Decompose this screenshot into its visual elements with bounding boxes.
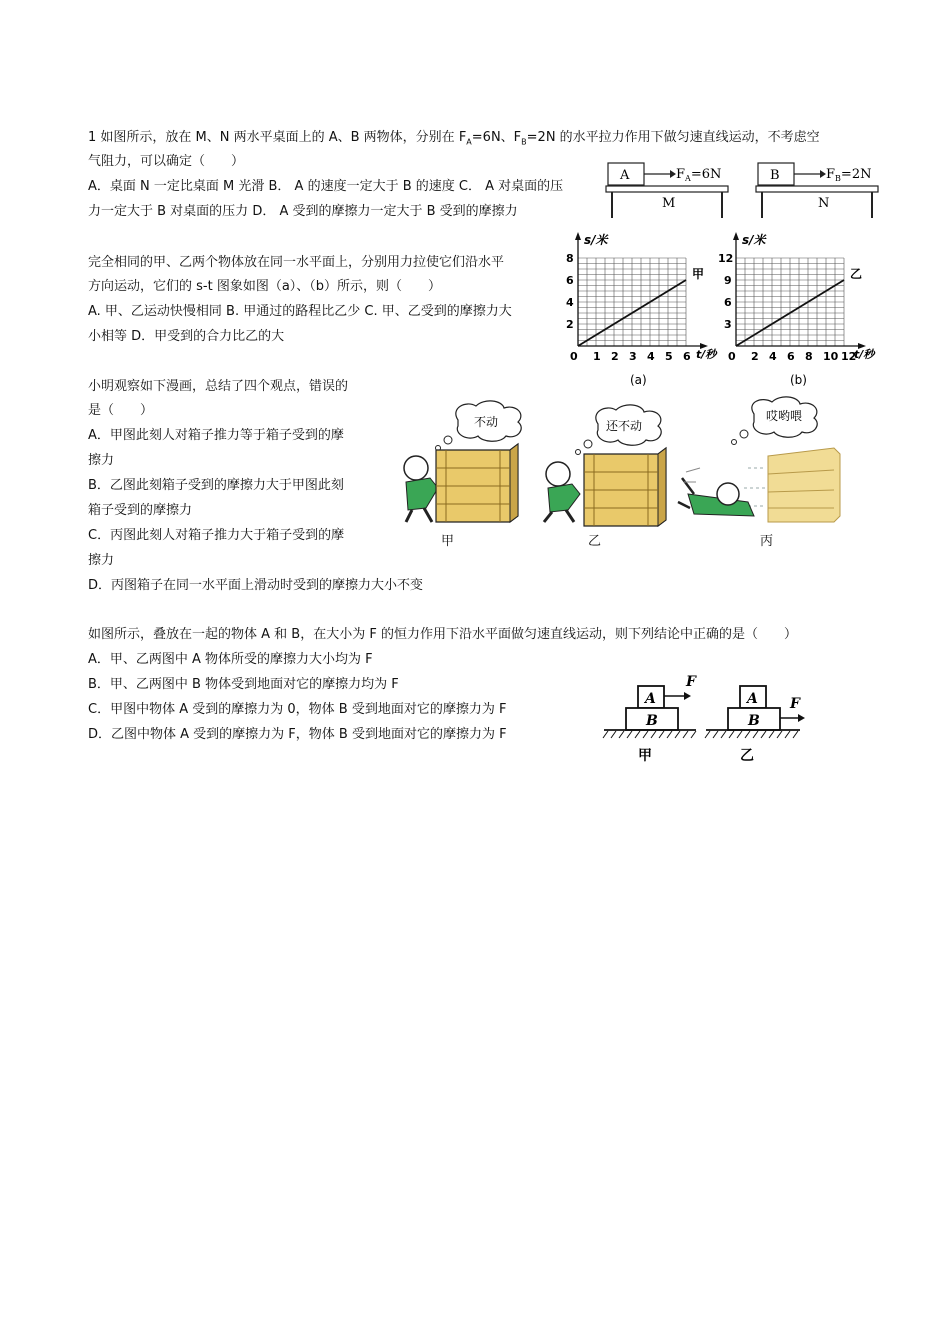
x-tick-label: 1 xyxy=(593,350,601,363)
table-n-top xyxy=(756,186,878,192)
q4-option-b: B．甲、乙两图中 B 物体受到地面对它的摩擦力均为 F xyxy=(88,677,399,692)
bubble-text-3: 哎哟喂 xyxy=(766,409,803,423)
y-tick-label: 8 xyxy=(566,252,574,265)
block-a-label: A xyxy=(620,168,630,183)
y-tick-label: 3 xyxy=(724,318,732,331)
q2-line4: 小相等 D．甲受到的合力比乙的大 xyxy=(88,329,285,344)
x-tick-label: 2 xyxy=(611,350,619,363)
chart-caption: (b) xyxy=(790,373,807,387)
q3-cartoon xyxy=(388,398,848,533)
q4-option-a: A．甲、乙两图中 A 物体所受的摩擦力大小均为 F xyxy=(88,652,373,667)
y-axis-label: s/米 xyxy=(584,233,608,247)
q1-stem-line1: 1 如图所示，放在 M、N 两水平桌面上的 A、B 两物体，分别在 $F_A=6N$、$F_B=2N$ 的水平拉力作用下做匀速直线运动，不考虑空 xyxy=(88,130,820,147)
table-m-label: M xyxy=(662,196,676,211)
q3-option-c-line1: C．丙图此刻人对箱子推力大于箱子受到的摩 xyxy=(88,528,345,543)
table-m-top xyxy=(606,186,728,192)
q1-options-line1: A．桌面 N 一定比桌面 M 光滑 B． A 的速度一定大于 B 的速度 C． A 对桌面的压 xyxy=(88,179,564,194)
q4-caption-yi: 乙 xyxy=(740,748,754,764)
q3-option-a-line1: A．甲图此刻人对箱子推力等于箱子受到的摩 xyxy=(88,428,344,443)
q4-yi-force-label: F xyxy=(790,696,800,712)
table-n-label: N xyxy=(818,196,830,211)
y-tick-label: 2 xyxy=(566,318,574,331)
series-label: 甲 xyxy=(692,267,705,281)
q4-yi-block-a-label: A xyxy=(747,691,758,707)
q4-yi-block-b-label: B xyxy=(748,713,760,729)
q4-jia-block-b-label: B xyxy=(646,713,658,729)
q4-jia-force-label: F xyxy=(686,674,696,690)
bubble-text-1: 不动 xyxy=(474,415,499,429)
x-tick-label: 8 xyxy=(805,350,813,363)
block-b-label: B xyxy=(770,168,780,183)
q1-figure-table-m xyxy=(604,160,734,222)
crate-1 xyxy=(436,444,518,522)
cartoon-caption-bing: 丙 xyxy=(760,534,774,549)
x-tick-label: 0 xyxy=(728,350,736,363)
y-axis-arrowhead xyxy=(733,232,739,240)
q3-option-d: D．丙图箱子在同一水平面上滑动时受到的摩擦力大小不变 xyxy=(88,578,424,593)
person-body-1 xyxy=(406,478,438,510)
x-tick-label: 2 xyxy=(751,350,759,363)
y-tick-label: 4 xyxy=(566,296,574,309)
cartoon-panel-yi xyxy=(544,405,666,526)
person-head-1 xyxy=(404,456,428,480)
sliding-crate xyxy=(744,448,840,522)
force-b-label: $F_B=2N$ xyxy=(826,167,872,183)
q3-option-a-line2: 擦力 xyxy=(88,453,115,468)
cartoon-caption-yi: 乙 xyxy=(588,534,602,549)
x-tick-label: 5 xyxy=(665,350,673,363)
x-tick-label: 6 xyxy=(787,350,795,363)
x-tick-label: 10 xyxy=(823,350,839,363)
x-tick-label: 4 xyxy=(647,350,655,363)
q1-figure-table-n xyxy=(754,160,884,222)
y-axis-label: s/米 xyxy=(742,233,766,247)
q4-stem: 如图所示，叠放在一起的物体 A 和 B，在大小为 F 的恒力作用下沿水平面做匀速直线运动，则下列结论中正确的是（ ） xyxy=(88,627,797,642)
y-axis-arrowhead xyxy=(575,232,581,240)
x-tick-label: 3 xyxy=(629,350,637,363)
cartoon-caption-jia: 甲 xyxy=(441,534,455,549)
x-tick-label: 4 xyxy=(769,350,777,363)
x-tick-label: 12 xyxy=(841,350,857,363)
y-tick-label: 6 xyxy=(724,296,732,309)
q4-figure-jia xyxy=(603,674,697,764)
q4-figure-yi xyxy=(705,686,805,764)
q2-line2: 方向运动，它们的 s-t 图象如图（a）、（b）所示，则（ ） xyxy=(88,279,442,294)
q3-option-b-line1: B．乙图此刻箱子受到的摩擦力大于甲图此刻 xyxy=(88,478,344,493)
person-body-2 xyxy=(548,484,580,512)
q4-option-c: C．甲图中物体 A 受到的摩擦力为 0，物体 B 受到地面对它的摩擦力为 F xyxy=(88,702,507,717)
q4-option-d: D．乙图中物体 A 受到的摩擦力为 F，物体 B 受到地面对它的摩擦力为 F xyxy=(88,727,507,742)
y-tick-label: 6 xyxy=(566,274,574,287)
cartoon-panel-bing xyxy=(678,397,840,522)
x-tick-label: 0 xyxy=(570,350,578,363)
q3-option-c-line2: 擦力 xyxy=(88,553,115,568)
q4-figure xyxy=(600,672,810,768)
person-head-2 xyxy=(546,462,570,486)
q1-options-line2: 力一定大于 B 对桌面的压力 D． A 受到的摩擦力一定大于 B 受到的摩擦力 xyxy=(88,204,518,219)
force-a-label: $F_A=6N$ xyxy=(676,167,722,183)
st-chart-b xyxy=(718,228,894,400)
q3-line2: 是（ ） xyxy=(88,403,154,418)
y-tick-label: 12 xyxy=(718,252,734,265)
q2-line1: 完全相同的甲、乙两个物体放在同一水平面上，分别用力拉使它们沿水平 xyxy=(88,255,505,270)
series-label: 乙 xyxy=(850,267,863,281)
y-tick-label: 9 xyxy=(724,274,732,287)
x-axis-label: t/秒 xyxy=(854,348,875,361)
q3-option-b-line2: 箱子受到的摩擦力 xyxy=(88,503,193,518)
st-chart-a xyxy=(562,228,717,400)
x-axis-label: t/秒 xyxy=(696,348,717,361)
q3-line1: 小明观察如下漫画，总结了四个观点，错误的 xyxy=(88,379,349,394)
bubble-text-2: 还不动 xyxy=(606,419,643,433)
q4-jia-block-a-label: A xyxy=(645,691,656,707)
q2-line3: A. 甲、乙运动快慢相同 B. 甲通过的路程比乙少 C. 甲、乙受到的摩擦力大 xyxy=(88,304,512,319)
falling-person-head xyxy=(717,483,739,505)
x-tick-label: 6 xyxy=(683,350,691,363)
crate-2 xyxy=(584,448,666,526)
q1-stem-line2: 气阻力，可以确定（ ） xyxy=(88,154,245,169)
cartoon-panel-jia xyxy=(404,401,521,522)
chart-caption: (a) xyxy=(630,373,647,387)
q4-caption-jia: 甲 xyxy=(638,748,652,764)
